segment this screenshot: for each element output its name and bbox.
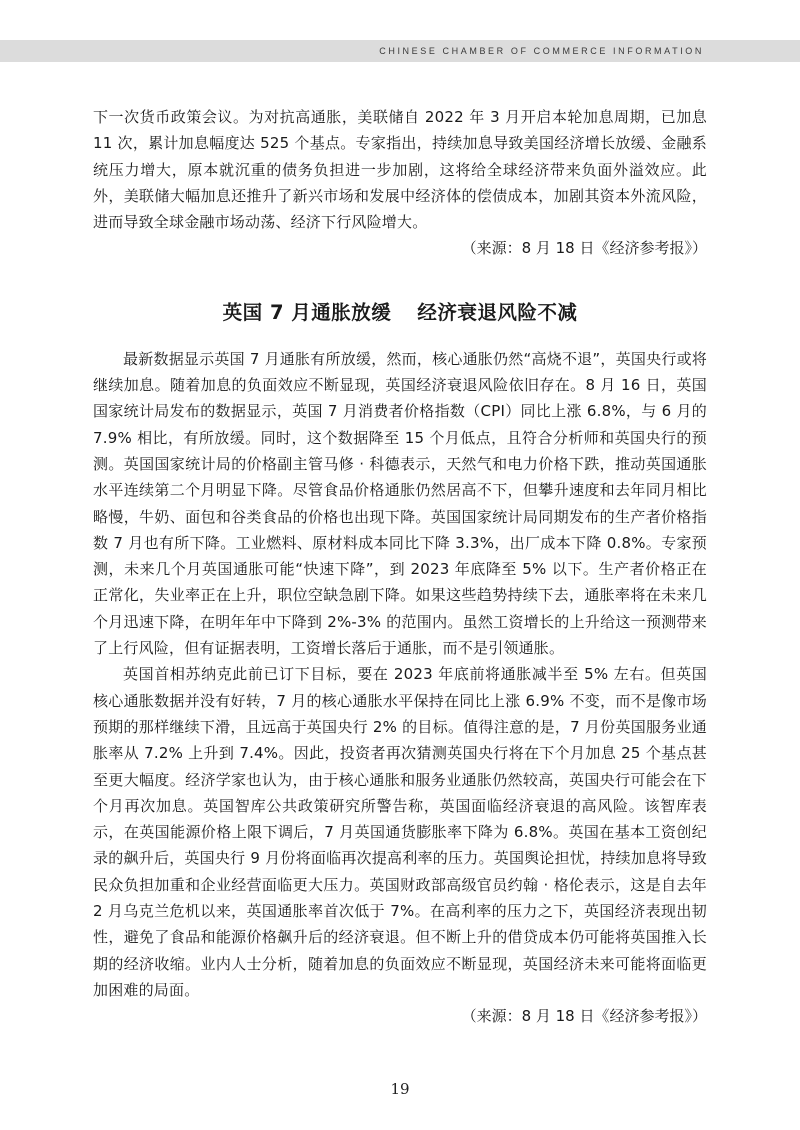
article-paragraph-1: 最新数据显示英国 7 月通胀有所放缓，然而，核心通胀仍然“高烧不退”，英国央行或将继续加息。随着加息的负面效应不断显现，英国经济衰退风险依旧存在。8 月 16 日，英国国家统计局发布的数据显示，英国 7 月消费者价格指数（CPI）同比上涨 6.8%，与 6 月的 7.9% 相比，有所放缓。同时，这个数据降至 15 个月低点，且符合分析师和英国央行的预测。英国国家统计局的价格副主管马修 · 科德表示，天然气和电力价格下跌，推动英国通胀水平连续第二个月明显下降。尽管食品价格通胀仍然居高不下，但攀升速度和去年同月相比略慢，牛奶、面包和谷类食品的价格也出现下降。英国国家统计局同期发布的生产者价格指数 7 月也有所下降。工业燃料、原材料成本同比下降 3.3%，出厂成本下降 0.8%。专家预测，未来几个月英国通胀可能“快速下降”，到 2023 年底降至 5% 以下。生产者价格正在正常化，失业率正在上升，职位空缺急剧下降。如果这些趋势持续下去，通胀率将在未来几个月迅速下降，在明年年中下降到 2%-3% 的范围内。虽然工资增长的上升给这一预测带来了上行风险，但有证据表明，工资增长落后于通胀，而不是引领通胀。 (93, 349, 707, 658)
page-content (93, 104, 707, 1030)
article-title-part1: 英国 7 月通胀放缓 (222, 300, 392, 324)
previous-article-source: （来源：8 月 18 日《经济参考报》） (461, 239, 707, 258)
previous-article-text: 下一次货币政策会议。为对抗高通胀，美联储自 2022 年 3 月开启本轮加息周期，已加息 11 次，累计加息幅度达 525 个基点。专家指出，持续加息导致美国经济增长放缓、金融系统压力增大，原本就沉重的债务负担进一步加剧，这将给全球经济带来负面外溢效应。此外，美联储大幅加息还推升了新兴市场和发展中经济体的偿债成本，加剧其资本外流风险，进而导致全球金融市场动荡、经济下行风险增大。 (93, 108, 707, 232)
article-title-part2: 经济衰退风险不减 (417, 300, 578, 324)
article-paragraph-2: 英国首相苏纳克此前已订下目标，要在 2023 年底前将通胀减半至 5% 左右。但英国核心通胀数据并没有好转，7 月的核心通胀水平保持在同比上涨 6.9% 不变，而不是像市场预期的那样继续下滑，且远高于英国央行 2% 的目标。值得注意的是，7 月份英国服务业通胀率从 7.2% 上升到 7.4%。因此，投资者再次猜测英国央行将在下个月加息 25 个基点甚至更大幅度。经济学家也认为，由于核心通胀和服务业通胀仍然较高，英国央行可能会在下个月再次加息。英国智库公共政策研究所警告称，英国面临经济衰退的高风险。该智库表示，在英国能源价格上限下调后，7 月英国通货膨胀率下降为 6.8%。英国在基本工资创纪录的飙升后，英国央行 9 月份将面临再次提高利率的压力。英国舆论担忧，持续加息将导致民众负担加重和企业经营面临更大压力。英国财政部高级官员约翰 · 格伦表示，这是自去年 2 月乌克兰危机以来，英国通胀率首次低于 7%。在高利率的压力之下，英国经济表现出韧性，避免了食品和能源价格飙升后的经济衰退。但不断上升的借贷成本仍可能将英国推入长期的经济收缩。业内人士分析，随着加息的负面效应不断显现，英国经济未来可能将面临更加困难的局面。 (93, 665, 707, 999)
header-band (0, 40, 800, 62)
article-source: （来源：8 月 18 日《经济参考报》） (461, 1007, 707, 1026)
previous-article-paragraph (93, 104, 707, 235)
article-title (93, 298, 707, 328)
publication-name: CHINESE CHAMBER OF COMMERCE INFORMATION (379, 46, 704, 56)
page-number: 19 (390, 1080, 410, 1098)
